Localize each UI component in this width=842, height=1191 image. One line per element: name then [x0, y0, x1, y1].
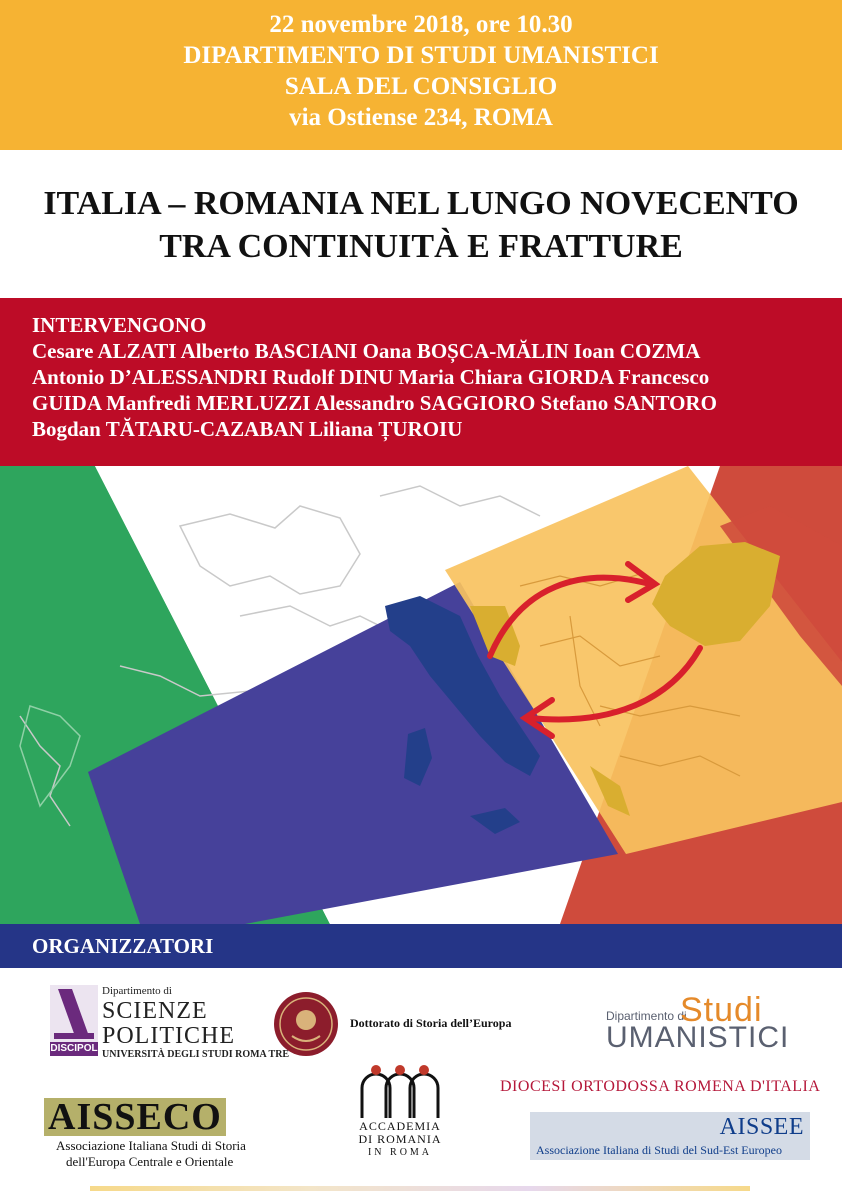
event-info-header [0, 0, 842, 150]
scipol-line1: SCIENZE [102, 998, 208, 1024]
aissee-sub: Associazione Italiana di Studi del Sud-Est Europeo [536, 1143, 782, 1157]
scipol-dip: Dipartimento di [102, 985, 172, 997]
dottorato-label: Dottorato di Storia dell’Europa [350, 1016, 512, 1030]
speakers-line-2: Antonio D’ALESSANDRI Rudolf DINU Maria Chiara GIORDA Francesco [32, 365, 710, 389]
accademia-line1: ACCADEMIA [359, 1119, 441, 1133]
studi-dip: Dipartimento di [606, 1009, 687, 1023]
aissee-logo [530, 1112, 810, 1160]
title-line-2: TRA CONTINUITÀ E FRATTURE [159, 228, 683, 265]
scienze-politiche-logo [50, 985, 290, 1065]
speakers-line-3: GUIDA Manfredi MERLUZZI Alessandro SAGGIORO Stefano SANTORO [32, 391, 717, 415]
page-title [0, 182, 842, 268]
accademia-line3: IN ROMA [367, 1147, 433, 1158]
europe-map-illustration [0, 466, 842, 924]
bottom-decorative-strip [90, 1186, 750, 1191]
umanistici-word: UMANISTICI [606, 1021, 790, 1054]
event-date-time: 22 novembre 2018, ore 10.30 [269, 11, 573, 38]
aisseco-logo [44, 1098, 274, 1170]
aisseco-sub1: Associazione Italiana Studi di Storia [56, 1138, 246, 1153]
discipol-mark-icon [50, 985, 98, 1043]
accademia-romania-logo [340, 1062, 460, 1186]
studi-word: Studi [680, 991, 763, 1029]
organizers-heading: ORGANIZZATORI [32, 934, 214, 958]
title-line-1: ITALIA – ROMANIA NEL LUNGO NOVECENTO [43, 185, 799, 222]
studi-umanistici-logo [600, 991, 790, 1055]
event-department: DIPARTIMENTO DI STUDI UMANISTICI [183, 42, 659, 69]
aisseco-name: AISSECO [44, 1098, 226, 1136]
diocesi-label: DIOCESI ORTODOSSA ROMENA D'ITALIA [500, 1078, 821, 1095]
accademia-mark-icon [352, 1062, 448, 1120]
aisseco-sub2: dell'Europa Centrale e Orientale [66, 1154, 234, 1169]
event-room: SALA DEL CONSIGLIO [284, 73, 558, 100]
organizers-heading-bar [0, 924, 842, 968]
scipol-univ: UNIVERSITÀ DEGLI STUDI ROMA TRE [102, 1049, 290, 1060]
sapienza-seal-icon [272, 990, 340, 1058]
speakers-line-1: Cesare ALZATI Alberto BASCIANI Oana BOȘCA-MĂLIN Ioan COZMA [32, 339, 701, 363]
speakers-panel [0, 298, 842, 466]
discipol-label: DISCIPOL [50, 1043, 98, 1054]
speakers-line-4: Bogdan TĂTARU-CAZABAN Liliana ȚUROIU [32, 417, 463, 441]
aissee-name: AISSEE [719, 1114, 804, 1140]
accademia-line2: DI ROMANIA [358, 1132, 442, 1146]
event-address: via Ostiense 234, ROMA [289, 104, 553, 131]
scipol-line2: POLITICHE [102, 1023, 235, 1049]
speakers-heading: INTERVENGONO [32, 313, 207, 337]
